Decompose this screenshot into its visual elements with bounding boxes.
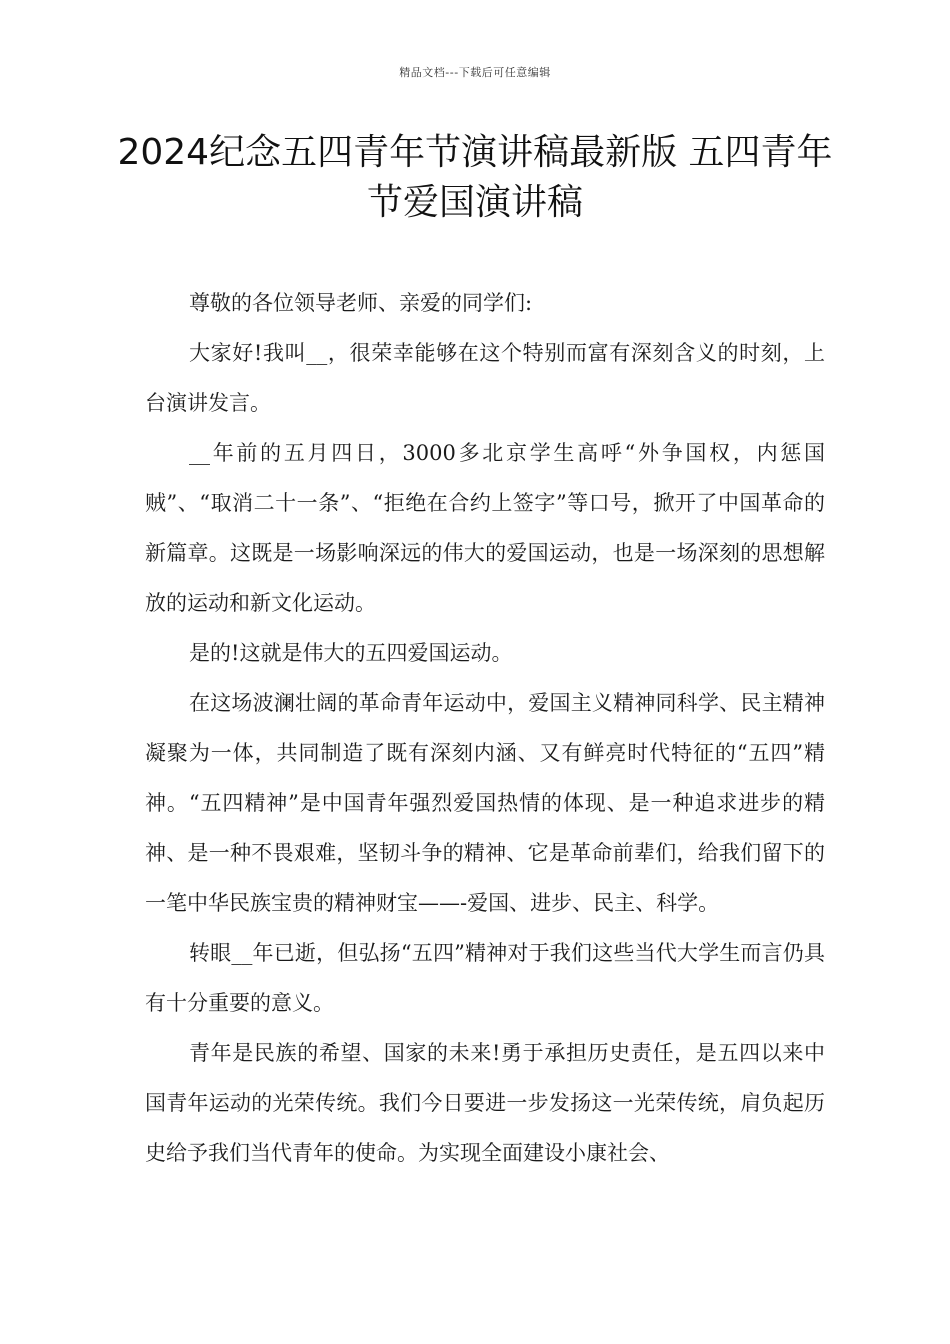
paragraph: 转眼__年已逝，但弘扬“五四”精神对于我们这些当代大学生而言仍具有十分重要的意义。 [145,941,825,1015]
document-body [145,278,825,1178]
paragraph: 在这场波澜壮阔的革命青年运动中，爱国主义精神同科学、民主精神凝聚为一体，共同制造了既有深刻内涵、又有鲜亮时代特征的“五四”精神。“五四精神”是中国青年强烈爱国热情的体现、是一种追求进步的精神、是一种不畏艰难，坚韧斗争的精神、它是革命前辈们，给我们留下的一笔中华民族宝贵的精神财宝——-爱国、进步、民主、科学。 [145,691,825,915]
paragraph-greeting: 尊敬的各位领导老师、亲爱的同学们: [189,291,533,315]
document-title: 2024纪念五四青年节演讲稿最新版 五四青年节爱国演讲稿 [117,132,833,223]
paragraph: 是的!这就是伟大的五四爱国运动。 [189,641,513,665]
paragraph: 青年是民族的希望、国家的未来!勇于承担历史责任，是五四以来中国青年运动的光荣传统。我们今日要进一步发扬这一光荣传统，肩负起历史给予我们当代青年的使命。为实现全面建设小康社会、 [145,1041,825,1165]
paragraph: __年前的五月四日，3000多北京学生高呼“外争国权，内惩国贼”、“取消二十一条”、“拒绝在合约上签字”等口号，掀开了中国革命的新篇章。这既是一场影响深远的伟大的爱国运动，也是一场深刻的思想解放的运动和新文化运动。 [145,441,825,615]
paragraph: 大家好!我叫__，很荣幸能够在这个特别而富有深刻含义的时刻，上台演讲发言。 [145,341,825,415]
header-note: 精品文档---下载后可任意编辑 [399,66,551,79]
